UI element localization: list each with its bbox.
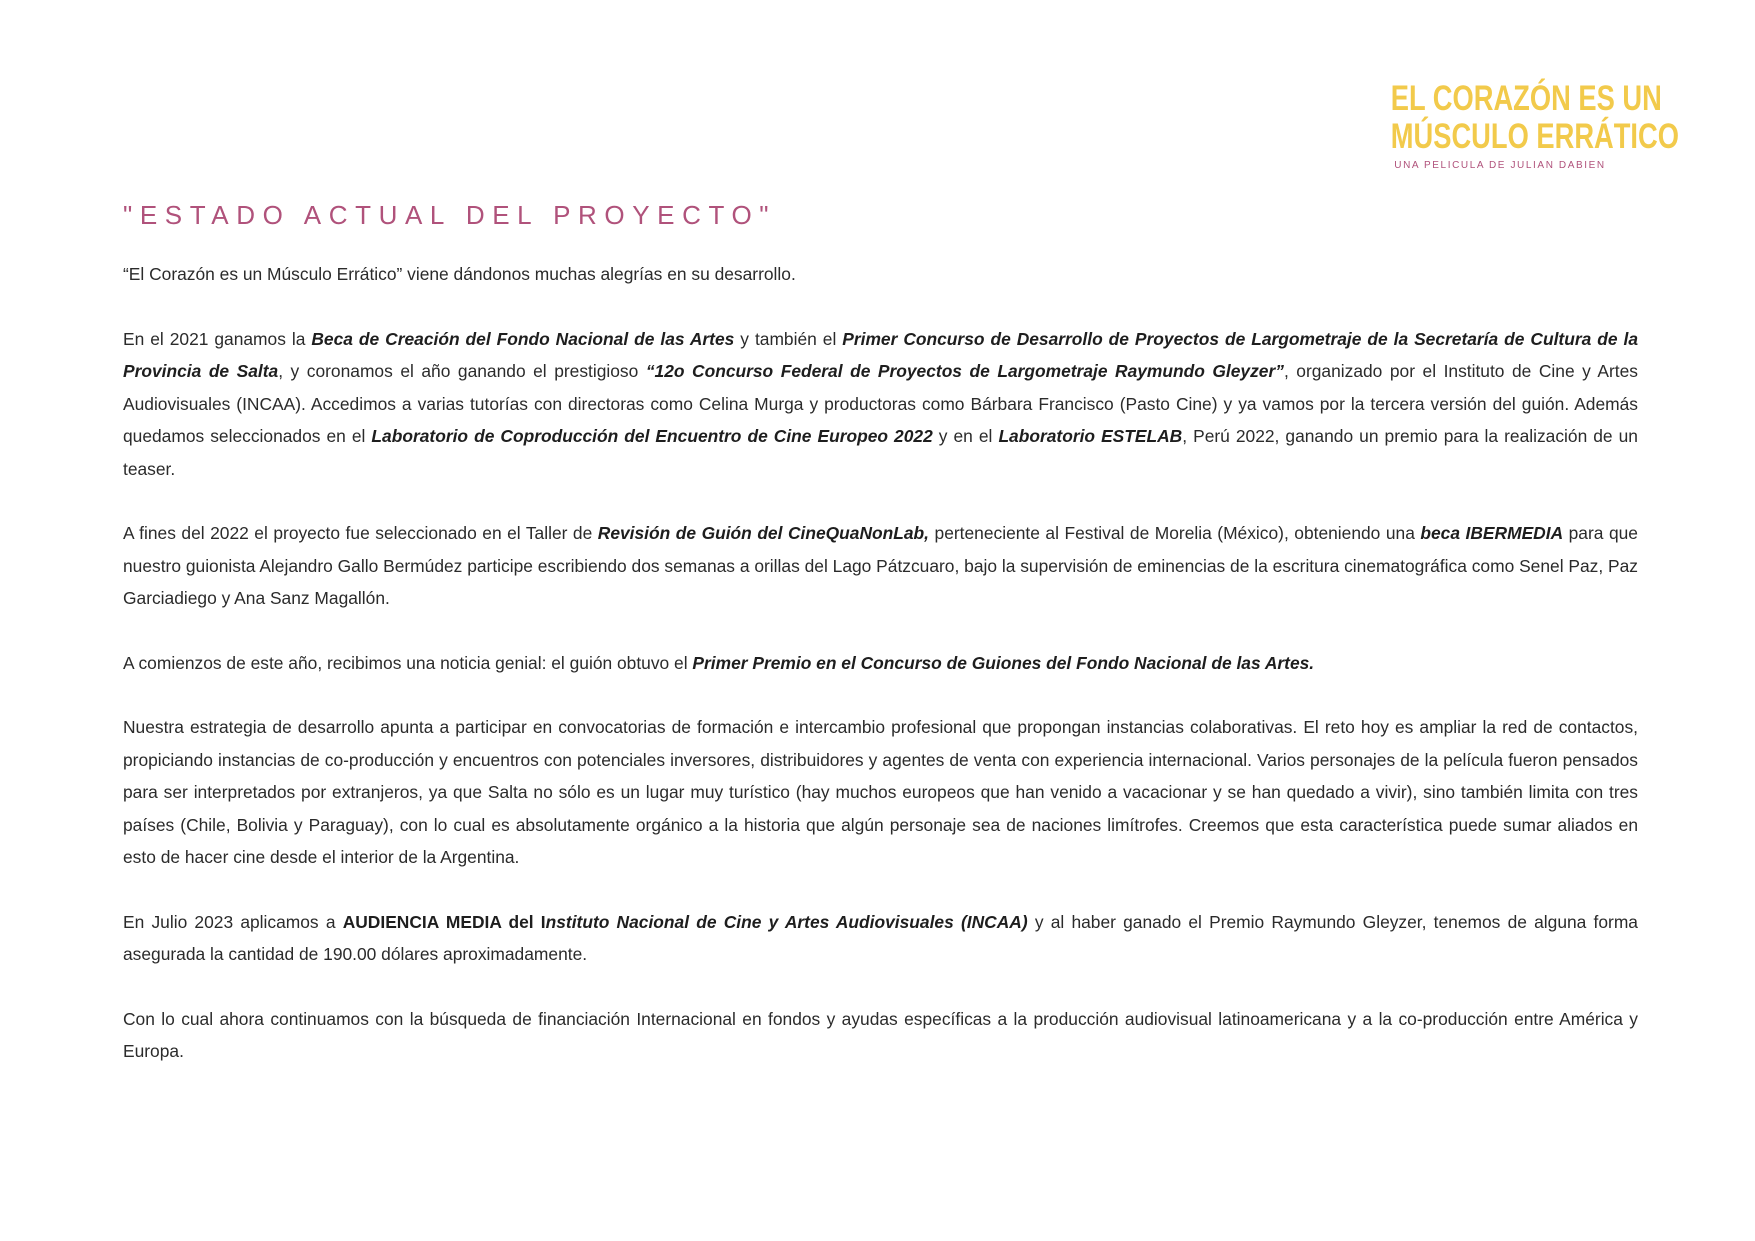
highlight-beca-creacion: Beca de Creación del Fondo Nacional de las Artes: [311, 328, 735, 349]
text-run: En el 2021 ganamos la: [123, 328, 312, 349]
highlight-concurso-gleyzer: “12o Concurso Federal de Proyectos de Largometraje Raymundo Gleyzer”: [645, 361, 1284, 381]
text-run: para que nuestro guionista Alejandro Gallo Bermúdez participe escribiendo dos semanas a orillas del Lago Pátzcuaro, bajo la supervisión de eminencias de la escritura cinematográfica como Senel Paz, Paz Garciadiego y Ana Sanz Magallón.: [123, 523, 1638, 608]
text-run: , y coronamos el año ganando el prestigioso: [278, 361, 646, 381]
text-run: En Julio 2023 aplicamos a: [123, 911, 343, 932]
highlight-incaa: nstituto Nacional de Cine y Artes Audiovisuales (INCAA): [545, 911, 1028, 932]
text-run: “El Corazón es un Músculo Errático” viene dándonos muchas alegrías en su desarrollo.: [123, 264, 796, 284]
paragraph-conclusion: [123, 1003, 1638, 1068]
logo-title-line-2: MÚSCULO ERRÁTICO: [1390, 117, 1679, 156]
paragraph-2022-selection: [123, 517, 1638, 615]
film-logo: [1360, 79, 1679, 171]
text-run: perteneciente al Festival de Morelia (México), obteniendo una: [929, 523, 1421, 543]
text-run: , organizado por el Instituto de Cine y Artes Audiovisuales (INCAA). Accedimos a varias tutorías con directoras como Celina Murga y productoras como Bárbara Francisco (Pasto Cine) y ya vamos por la tercera versión del guión. Además quedamos seleccionados en el: [123, 361, 1638, 446]
paragraph-primer-premio: [123, 647, 1638, 680]
highlight-laboratorio-coproduccion: Laboratorio de Coproducción del Encuentro de Cine Europeo 2022: [371, 426, 933, 446]
highlight-primer-concurso-salta: Primer Concurso de Desarrollo de Proyectos de Largometraje de la Secretaría de Cultura de la Provincia de Salta: [123, 328, 1638, 381]
highlight-audiencia-media: AUDIENCIA MEDIA del I: [342, 911, 546, 932]
text-run: y en el: [932, 426, 999, 446]
text-run: y también el: [734, 328, 843, 349]
paragraph-strategy: [123, 711, 1638, 874]
document-body: [123, 258, 1638, 1100]
text-run: y al haber ganado el Premio Raymundo Gleyzer, tenemos de alguna forma asegurada la cantidad de 190.00 dólares aproximadamente.: [123, 911, 1638, 964]
text-run: , Perú 2022, ganando un premio para la realización de un teaser.: [123, 426, 1638, 479]
paragraph-audiencia-media: [123, 906, 1638, 971]
text-run: A fines del 2022 el proyecto fue seleccionado en el Taller de: [123, 523, 598, 543]
text-run: Nuestra estrategia de desarrollo apunta a participar en convocatorias de formación e intercambio profesional que propongan instancias colaborativas. El reto hoy es ampliar la red de contactos, propiciando instancias de co-producción y encuentros con potenciales inversores, distribuidores y agentes de venta con experiencia internacional. Varios personajes de la película fueron pensados para ser interpretados por extranjeros, ya que Salta no sólo es un lugar muy turístico (hay muchos europeos que han venido a vacacionar y se han quedado a vivir), sino también limita con tres países (Chile, Bolivia y Paraguay), con lo cual es absolutamente orgánico a la historia que algún personaje sea de naciones limítrofes. Creemos que esta característica puede sumar aliados en esto de hacer cine desde el interior de la Argentina.: [123, 717, 1638, 867]
highlight-estelab: Laboratorio ESTELAB: [998, 426, 1183, 446]
paragraph-intro: [123, 258, 1638, 291]
highlight-beca-ibermedia: beca IBERMEDIA: [1420, 523, 1564, 543]
highlight-primer-premio: Primer Premio en el Concurso de Guiones del Fondo Nacional de las Artes.: [692, 652, 1315, 673]
highlight-cinequanonlab: Revisión de Guión del CineQuaNonLab,: [597, 523, 930, 543]
section-title: "ESTADO ACTUAL DEL PROYECTO": [123, 200, 777, 230]
paragraph-2021-awards: [123, 323, 1638, 486]
logo-title-line-1: EL CORAZÓN ES UN: [1390, 79, 1662, 118]
text-run: A comienzos de este año, recibimos una noticia genial: el guión obtuvo el: [123, 652, 693, 673]
logo-subtitle: UNA PELICULA DE JULIAN DABIEN: [1394, 160, 1606, 171]
text-run: Con lo cual ahora continuamos con la búsqueda de financiación Internacional en fondos y ayudas específicas a la producción audiovisual latinoamericana y a la co-producción entre América y Europa.: [123, 1008, 1638, 1061]
